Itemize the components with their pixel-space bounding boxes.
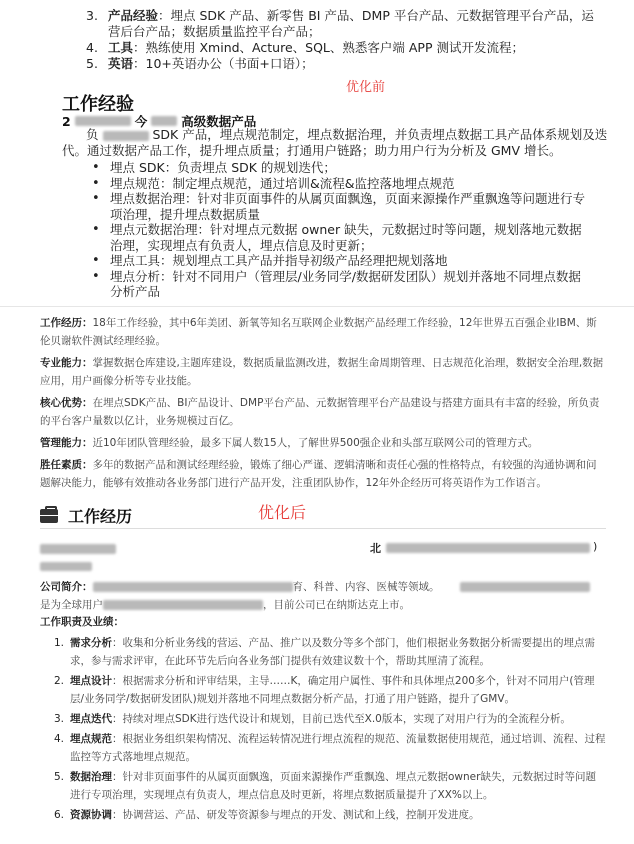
after-section [0, 306, 634, 844]
redacted-date [75, 116, 131, 126]
after-label: 优化后 [258, 503, 307, 522]
duty-item: 4. 埋点规范：根据业务组织架构情况、流程运转情况进行埋点流程的规范、流量数据使用规范，通过培训、流程、过程监控等方式落地埋点规范。 [54, 733, 606, 763]
skills-list [86, 8, 606, 72]
bullet-item: • 埋点工具：规划埋点工具产品并指导初级产品经理把规划落地 [92, 253, 592, 269]
bullet-item: • 埋点分析：针对不同用户（管理层/业务同学/数据研发团队）规划并落地不同埋点数据分析产品 [92, 269, 592, 300]
duties-list [54, 634, 606, 826]
duty-item: 6. 资源协调：协调营运、产品、研发等资源参与埋点的开发、测试和上线，控制开发进度。 [54, 809, 480, 821]
redacted-text [460, 582, 590, 592]
duty-item: 3. 埋点迭代：持续对埋点SDK进行迭代设计和规划，目前已迭代至X.0版本，实现了对用户行为的全流程分析。 [54, 713, 571, 725]
duty-item: 1. 需求分析：收集和分析业务线的营运、产品、推广以及数分等多个部门，他们根据业务数据分析需要提出的埋点需求，参与需求评审，在此环节先后向各业务部门提供有效建议数十个，帮助其厘清了流程。 [54, 637, 595, 667]
company-row: 北 ) [40, 540, 600, 558]
redacted-date-range [386, 543, 590, 553]
profile-item: 管理能力：近10年团队管理经验，最多下属人数15人，了解世界500强企业和头部互联网公司的管理方式。 [40, 437, 539, 449]
before-section [0, 0, 634, 306]
section-divider [0, 306, 634, 307]
briefcase-icon [40, 509, 58, 523]
redacted-company [151, 116, 177, 126]
profile-item: 胜任素质：多年的数据产品和测试经理经验，锻炼了细心严谨、逻辑清晰和责任心强的性格特点，有较强的沟通协调和问题解决能力，能够有效推动各业务部门进行产品开发，注重团队协作，12年外企经历可将英语作为工作语言。 [40, 459, 597, 489]
section-header [40, 504, 132, 527]
profile-summary [40, 314, 606, 496]
section-title: 工作经历 [68, 507, 133, 526]
bullet-item: • 埋点规范：制定埋点规范，通过培训&流程&监控落地埋点规范 [92, 176, 592, 192]
company-intro: 公司简介： 育、科普、内容、医械等领域。 是为全球用户 ，目前公司已在纳斯达克上市。 [40, 578, 606, 614]
redacted-text [93, 582, 293, 592]
duty-item: 2. 埋点设计：根据需求分析和评审结果，主导……K，确定用户属性、事件和具体埋点200多个，针对不同用户(管理层/业务同学/数据研发团队)规划并落地不同埋点数据分析产品，打通了用户链路，提升了GMV。 [54, 675, 595, 705]
duty-item: 5. 数据治理：针对非页面事件的从属页面飘逸，页面来源操作严重飘逸、埋点元数据owner缺失，元数据过时等问题进行专项治理，实现埋点有负责人，埋点信息及时更新，将埋点数据质量提升了XX%以上。 [54, 771, 596, 801]
bullet-item: • 埋点 SDK：负责埋点 SDK 的规划迭代； [92, 160, 592, 176]
bullet-item: • 埋点元数据治理：针对埋点元数据 owner 缺失，元数据过时等问题，规划落地元数据治理，实现埋点有负责人，埋点信息及时更新； [92, 222, 592, 253]
redacted-text [103, 131, 149, 141]
redacted-company-name [40, 544, 116, 554]
skill-item: 3. 产品经验：埋点 SDK 产品、新零售 BI 产品、DMP 平台产品、元数据管理平台产品，运营后台产品；数据质量监控平台产品； [86, 8, 594, 39]
redacted-position [40, 562, 92, 571]
duties-title: 工作职责及业绩： [40, 616, 124, 628]
profile-item: 工作经历：18年工作经验，其中6年美团、新氧等知名互联网企业数据产品经理工作经验，12年世界五百强企业IBM、斯伦贝谢软件测试经理经验。 [40, 317, 597, 347]
skill-item: 4. 工具：熟练使用 Xmind、Acture、SQL、熟悉客户端 APP 测试开发流程； [86, 40, 524, 55]
work-experience-heading: 工作经验 [62, 94, 134, 115]
bullet-item: • 埋点数据治理：针对非页面事件的从属页面飘逸，页面来源操作严重飘逸等问题进行专项治理，提升埋点数据质量 [92, 191, 592, 222]
before-label: 优化前 [346, 80, 386, 95]
skill-item: 5. 英语：10+英语办公（书面+口语）； [86, 56, 314, 71]
profile-item: 专业能力：掌握数据仓库建设,主题库建设，数据质量监测改进，数据生命周期管理、日志规范化治理，数据安全治理,数据应用，用户画像分析等专业技能。 [40, 357, 604, 387]
responsibility-bullets [92, 160, 592, 300]
redacted-text [103, 600, 263, 610]
job-line: 2 今 高级数据产品 [62, 113, 257, 129]
job-summary: 负 SDK 产品，埋点规范制定，埋点数据治理，并负责埋点数据工具产品体系规划及迭代。通过数据产品工作，提升埋点质量；打通用户链路；助力用户行为分析及 GMV 增长。 [62, 127, 608, 158]
profile-item: 核心优势：在埋点SDK产品、BI产品设计、DMP平台产品、元数据管理平台产品建设与搭建方面具有丰富的经验，所负责的平台客户量数以亿计，业务规模过百亿。 [40, 397, 600, 427]
section-underline [40, 528, 606, 529]
